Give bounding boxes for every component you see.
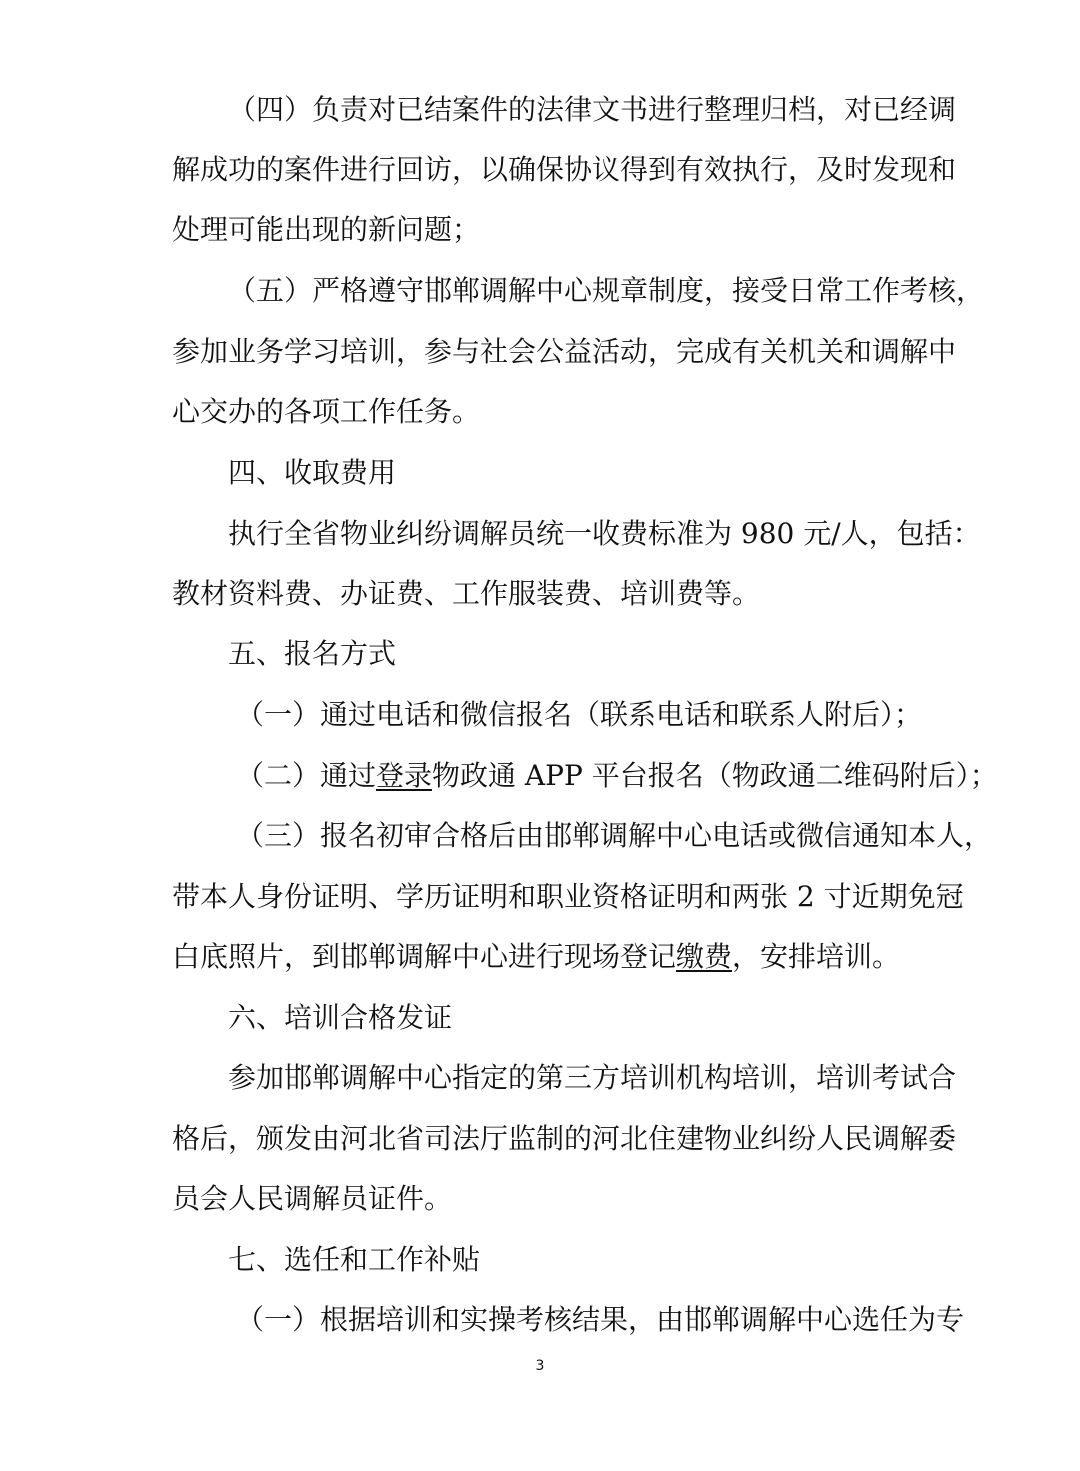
registration-item-3-post: ，安排培训。 [732,940,901,973]
registration-item-1: （一）通过电话和微信报名（联系电话和联系人附后）； [236,698,923,731]
selection-item-1: （一）根据培训和实操考核结果，由邯郸调解中心选任为专 [236,1303,965,1336]
certificate-line-2: 格后，颁发由河北省司法厅监制的河北住建物业纠纷人民调解委 [172,1122,957,1155]
section-heading-certificate: 六、培训合格发证 [228,1001,453,1034]
page-number: 3 [535,1358,545,1374]
fees-line-1: 执行全省物业纠纷调解员统一收费标准为 980 元/人，包括： [228,517,981,550]
section-heading-registration: 五、报名方式 [228,637,397,670]
paragraph-4-line-3: 处理可能出现的新问题； [172,213,481,246]
paragraph-5-line-1: （五）严格遵守邯郸调解中心规章制度，接受日常工作考核， [228,274,985,307]
registration-item-2-underlined: 登录 [376,759,433,792]
registration-item-3-line-1: （三）报名初审合格后由邯郸调解中心电话或微信通知本人， [236,819,993,852]
registration-item-3-line-2: 带本人身份证明、学历证明和职业资格证明和两张 2 寸近期免冠 [172,880,964,913]
registration-item-3-underlined: 缴费 [676,940,733,973]
registration-item-2 [236,756,998,796]
registration-item-3-line-3 [172,937,922,977]
paragraph-4-line-1: （四）负责对已结案件的法律文书进行整理归档，对已经调 [228,93,957,126]
certificate-line-3: 员会人民调解员证件。 [172,1182,453,1215]
registration-item-3-pre: 白底照片，到邯郸调解中心进行现场登记 [172,940,677,973]
certificate-line-1: 参加邯郸调解中心指定的第三方培训机构培训，培训考试合 [228,1061,957,1094]
section-heading-selection: 七、选任和工作补贴 [228,1243,481,1276]
section-heading-fees: 四、收取费用 [228,456,397,489]
fees-line-2: 教材资料费、办证费、工作服装费、培训费等。 [172,577,761,610]
paragraph-5-line-2: 参加业务学习培训，参与社会公益活动，完成有关机关和调解中 [172,335,957,368]
paragraph-4-line-2: 解成功的案件进行回访，以确保协议得到有效执行，及时发现和 [172,153,957,186]
registration-item-2-post: 物政通 APP 平台报名（物政通二维码附后）； [432,759,998,792]
paragraph-5-line-3: 心交办的各项工作任务。 [172,395,481,428]
registration-item-2-pre: （二）通过 [236,759,377,792]
